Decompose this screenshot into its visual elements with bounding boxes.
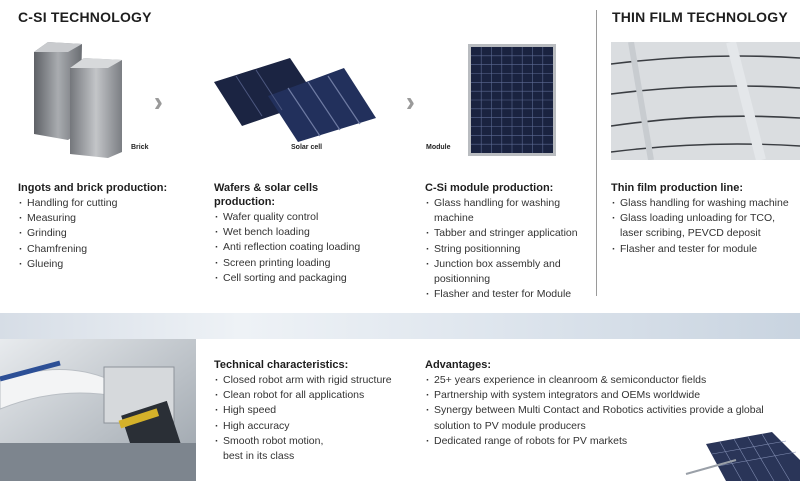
solar-panel-photo (676, 430, 800, 481)
list-item: · Glass loading unloading for TCO, laser scribing, PEVCD deposit (611, 211, 791, 241)
list-item: · 25+ years experience in cleanroom & semiconductor fields (425, 373, 780, 388)
ingots-brick-section (18, 181, 198, 272)
list-item: · Synergy between Multi Contact and Robotics activities provide a global solution to PV module producers (425, 403, 780, 433)
brick-image (30, 40, 130, 160)
wafers-cells-section (214, 181, 394, 286)
list-item: · Wafer quality control (214, 210, 394, 225)
list-item: · Measuring (18, 211, 198, 226)
list-item: · Tabber and stringer application (425, 226, 585, 241)
list-item: · Smooth robot motion, best in its class (214, 434, 339, 464)
list-item: · Dedicated range of robots for PV markets (425, 434, 780, 449)
list-item: · Handling for cutting (18, 196, 198, 211)
thin-film-section (611, 181, 791, 257)
list-item: · High speed (214, 403, 394, 418)
chevron-right-double-icon: ›› (154, 86, 155, 117)
csi-module-section (425, 181, 585, 302)
list-item: · Cell sorting and packaging (214, 271, 394, 286)
robot-photo (0, 339, 196, 481)
solar-cell-image (208, 52, 380, 144)
list-item: · High accuracy (214, 419, 394, 434)
csi-module-heading: C-Si module production: (425, 182, 554, 194)
technical-heading: Technical characteristics: (214, 359, 349, 371)
list-item: · Glass handling for washing machine (425, 196, 585, 226)
module-image (466, 42, 558, 158)
csi-title: C-SI TECHNOLOGY (18, 9, 152, 25)
list-item: · Junction box assembly and positionning (425, 257, 585, 287)
list-item: · Clean robot for all applications (214, 388, 394, 403)
thin-film-heading: Thin film production line: (611, 182, 743, 194)
technical-characteristics-section (214, 358, 394, 464)
thin-film-title: THIN FILM TECHNOLOGY (612, 9, 788, 25)
list-item: · Glass handling for washing machine (611, 196, 791, 211)
list-item: · Grinding (18, 226, 198, 241)
list-item: · Anti reflection coating loading (214, 240, 394, 255)
list-item: · Closed robot arm with rigid structure (214, 373, 394, 388)
list-item: · Flasher and tester for module (611, 242, 791, 257)
advantages-heading: Advantages: (425, 359, 492, 371)
thin-film-photo (611, 42, 800, 160)
wafers-cells-heading: Wafers & solar cells production: (214, 182, 319, 208)
list-item: · Glueing (18, 257, 198, 272)
decorative-band (0, 313, 800, 339)
list-item: · Wet bench loading (214, 225, 394, 240)
ingots-brick-heading: Ingots and brick production: (18, 182, 168, 194)
module-caption: Module (426, 144, 451, 151)
list-item: · Partnership with system integrators and OEMs worldwide (425, 388, 780, 403)
list-item: · Screen printing loading (214, 256, 394, 271)
list-item: · String positionning (425, 242, 585, 257)
list-item: · Chamfrening (18, 242, 198, 257)
list-item: · Flasher and tester for Module (425, 287, 585, 302)
solar-cell-caption: Solar cell (291, 144, 323, 151)
section-divider (596, 10, 597, 296)
chevron-right-double-icon: ›› (406, 86, 407, 117)
brick-caption: Brick (131, 144, 149, 151)
